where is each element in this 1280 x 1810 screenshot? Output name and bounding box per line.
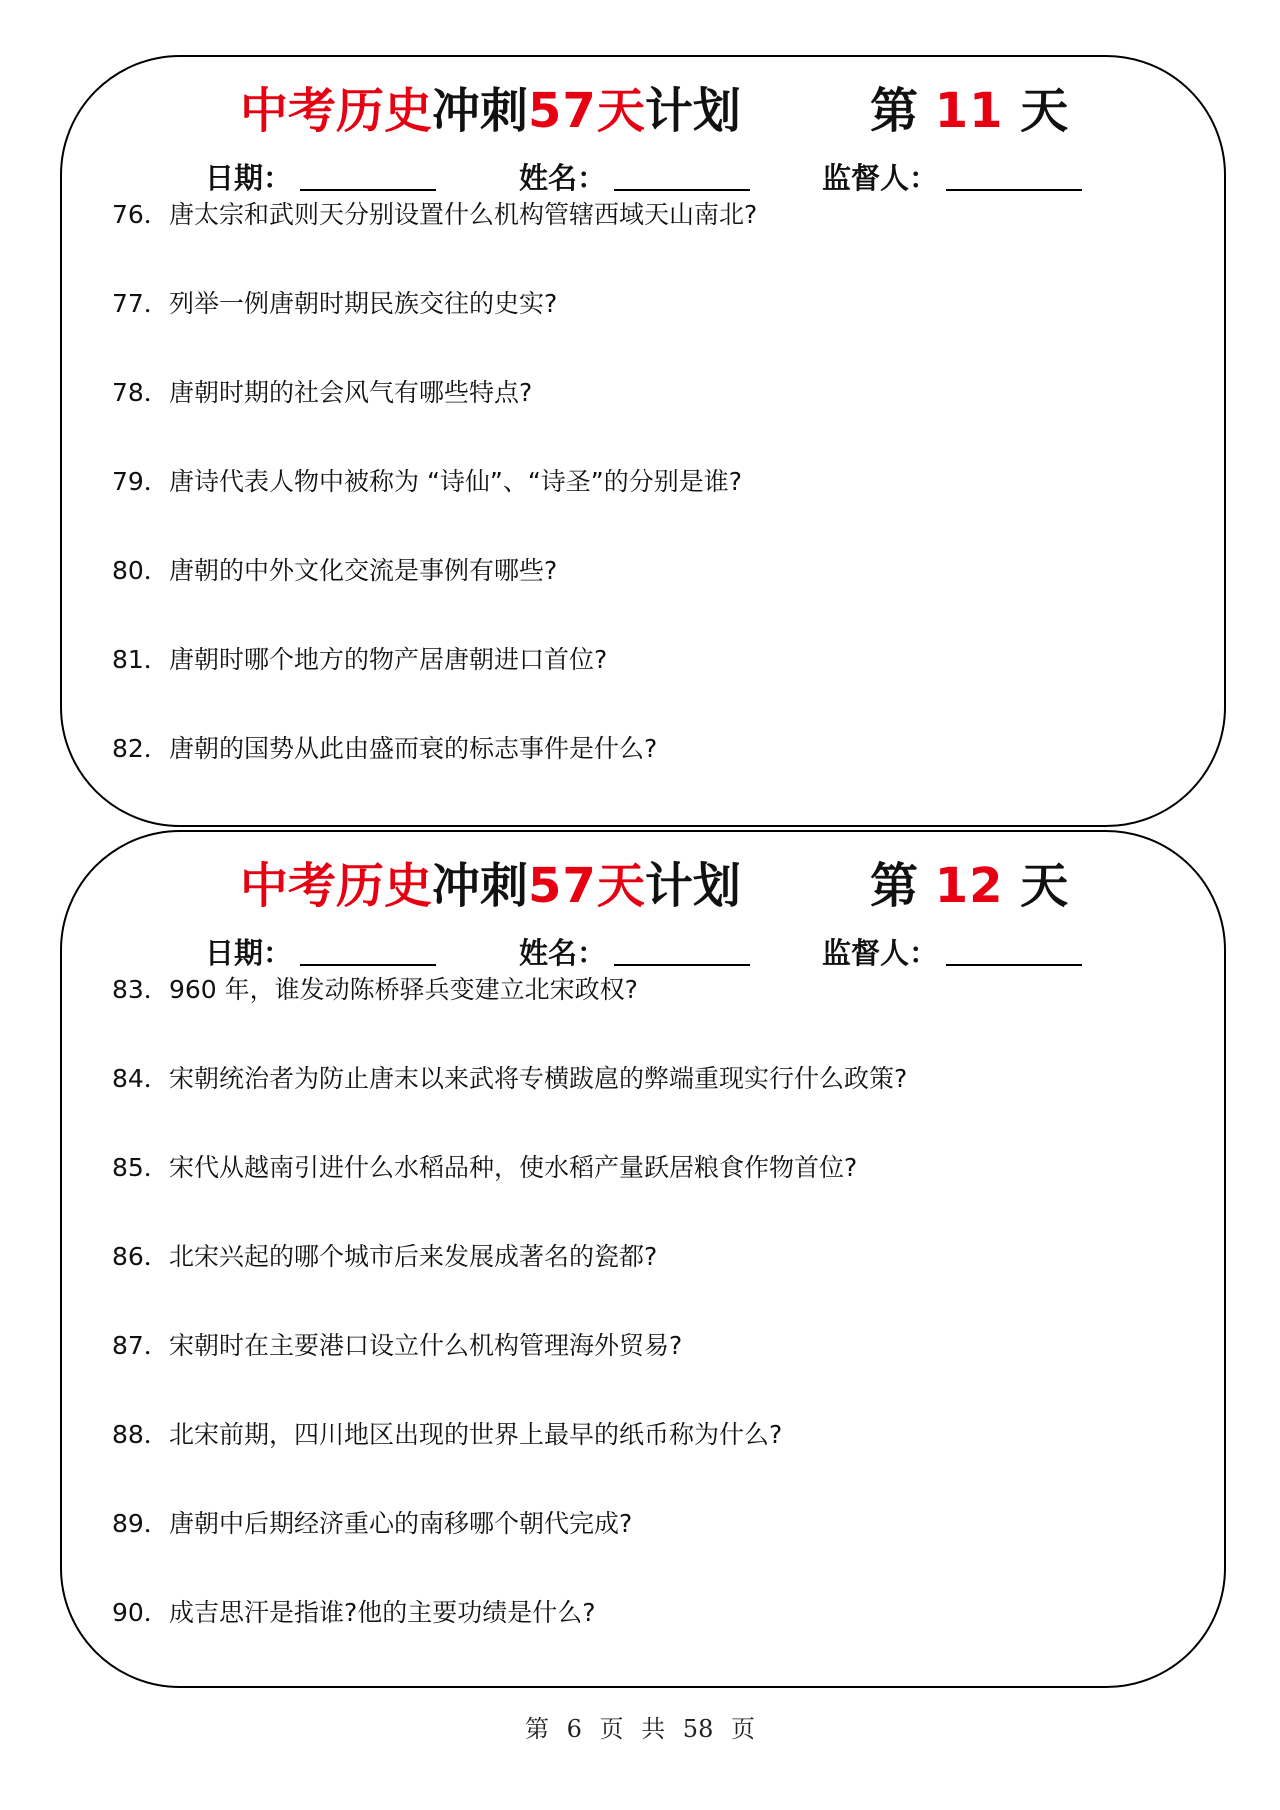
day-suffix: 天	[1020, 858, 1069, 914]
day-number: 11	[934, 83, 1004, 139]
question-text: 成吉思汗是指谁?他的主要功绩是什么?	[169, 1598, 596, 1627]
question-number: 81．	[112, 645, 169, 674]
day-12-card	[60, 830, 1226, 1688]
day-prefix: 第	[870, 83, 919, 139]
question-item	[112, 1504, 1184, 1544]
day-number: 12	[934, 858, 1004, 914]
title-part-2: 冲刺	[432, 83, 529, 139]
question-text: 唐太宗和武则天分别设置什么机构管辖西域天山南北?	[169, 200, 758, 229]
question-item	[112, 373, 1184, 413]
question-text: 唐朝时哪个地方的物产居唐朝进口首位?	[169, 645, 608, 674]
question-number: 82．	[112, 734, 169, 763]
day-11-card	[60, 55, 1226, 827]
question-text: 北宋兴起的哪个城市后来发展成著名的瓷都?	[169, 1242, 658, 1271]
supervisor-label: 监督人：	[822, 936, 939, 970]
title-part-4: 计划	[644, 858, 741, 914]
page-footer: 第 6 页 共 58 页	[525, 1715, 755, 1743]
name-label: 姓名：	[519, 936, 607, 970]
question-item	[112, 729, 1184, 769]
question-text: 唐朝的中外文化交流是事例有哪些?	[169, 556, 558, 585]
date-blank[interactable]	[300, 153, 436, 191]
day-suffix: 天	[1020, 83, 1069, 139]
question-item	[112, 195, 1184, 235]
question-number: 78．	[112, 378, 169, 407]
question-item	[112, 1059, 1184, 1099]
question-text: 唐朝的国势从此由盛而衰的标志事件是什么?	[169, 734, 658, 763]
question-item	[112, 1148, 1184, 1188]
question-number: 88．	[112, 1420, 169, 1449]
title-part-3: 天	[596, 83, 645, 139]
question-text: 宋朝统治者为防止唐末以来武将专横跋扈的弊端重现实行什么政策?	[169, 1064, 908, 1093]
supervisor-blank[interactable]	[946, 928, 1082, 966]
title-part-1: 中考历史	[240, 858, 433, 914]
title-number: 57	[528, 858, 597, 914]
supervisor-blank[interactable]	[946, 153, 1082, 191]
question-item	[112, 1415, 1184, 1455]
title-part-3: 天	[596, 858, 645, 914]
question-item	[112, 640, 1184, 680]
question-number: 84．	[112, 1064, 169, 1093]
question-text: 列举一例唐朝时期民族交往的史实?	[169, 289, 558, 318]
question-item	[112, 284, 1184, 324]
question-item	[112, 1237, 1184, 1277]
name-blank[interactable]	[614, 928, 750, 966]
question-text: 北宋前期，四川地区出现的世界上最早的纸币称为什么?	[169, 1420, 783, 1449]
question-text: 唐朝中后期经济重心的南移哪个朝代完成?	[169, 1509, 633, 1538]
title-part-2: 冲刺	[432, 858, 529, 914]
question-number: 85．	[112, 1153, 169, 1182]
question-number: 89．	[112, 1509, 169, 1538]
question-list	[112, 195, 1184, 818]
question-item	[112, 970, 1184, 1010]
title-part-4: 计划	[644, 83, 741, 139]
date-blank[interactable]	[300, 928, 436, 966]
question-item	[112, 551, 1184, 591]
question-number: 77．	[112, 289, 169, 318]
date-label: 日期：	[205, 161, 293, 195]
day-prefix: 第	[870, 858, 919, 914]
question-number: 76．	[112, 200, 169, 229]
question-number: 79．	[112, 467, 169, 496]
question-list	[112, 970, 1184, 1682]
question-text: 宋代从越南引进什么水稻品种，使水稻产量跃居粮食作物首位?	[169, 1153, 858, 1182]
question-number: 83．	[112, 975, 169, 1004]
question-item	[112, 1593, 1184, 1633]
question-text: 宋朝时在主要港口设立什么机构管理海外贸易?	[169, 1331, 683, 1360]
question-text: 唐诗代表人物中被称为 “诗仙”、“诗圣”的分别是谁?	[169, 467, 743, 496]
question-item	[112, 462, 1184, 502]
question-number: 87．	[112, 1331, 169, 1360]
question-text: 960 年，谁发动陈桥驿兵变建立北宋政权?	[169, 975, 638, 1004]
question-number: 86．	[112, 1242, 169, 1271]
name-blank[interactable]	[614, 153, 750, 191]
supervisor-label: 监督人：	[822, 161, 939, 195]
name-label: 姓名：	[519, 161, 607, 195]
question-item	[112, 1326, 1184, 1366]
title-number: 57	[528, 83, 597, 139]
question-text: 唐朝时期的社会风气有哪些特点?	[169, 378, 533, 407]
title-part-1: 中考历史	[240, 83, 433, 139]
question-number: 80．	[112, 556, 169, 585]
question-number: 90．	[112, 1598, 169, 1627]
date-label: 日期：	[205, 936, 293, 970]
